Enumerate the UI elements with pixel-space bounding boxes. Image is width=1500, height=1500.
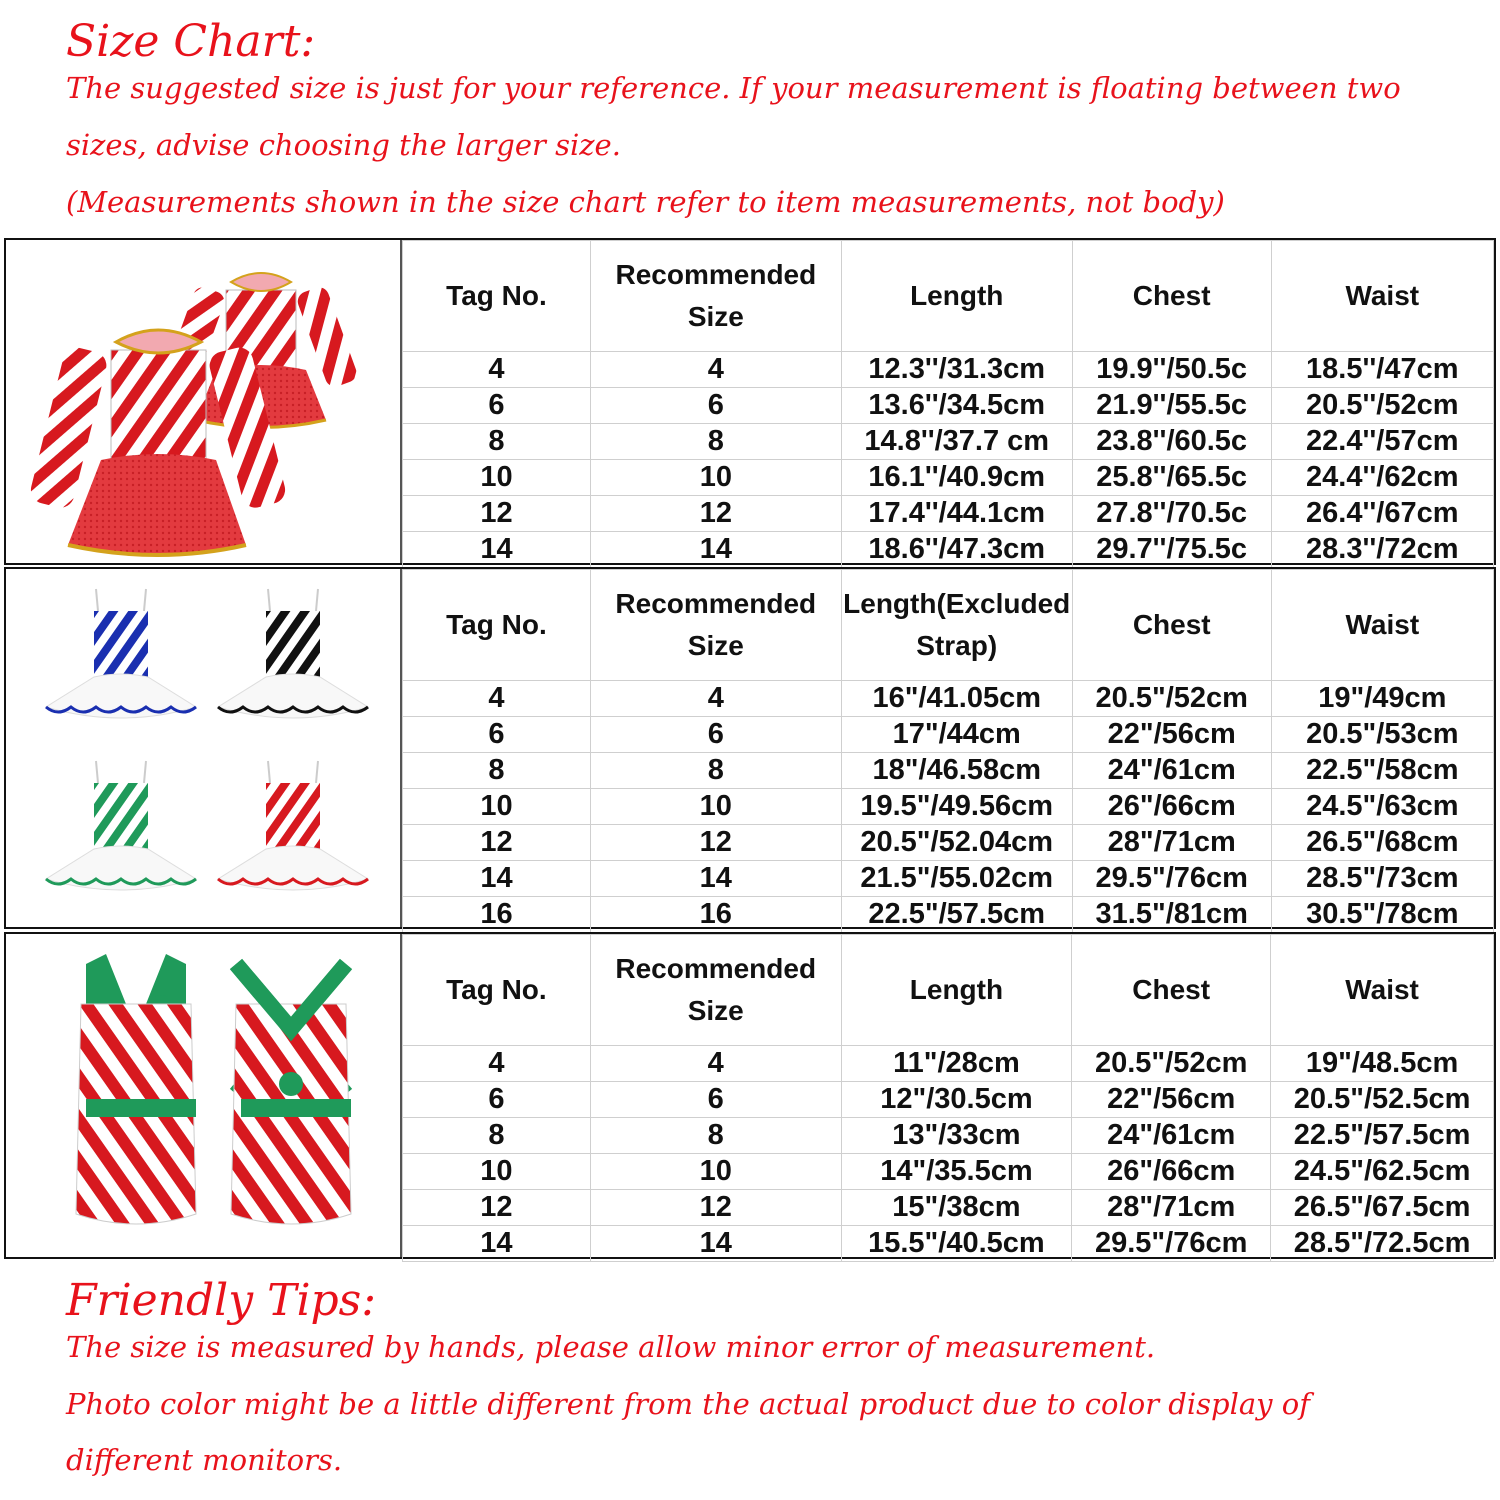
table-cell: 22"/56cm: [1072, 1082, 1271, 1118]
table-cell: 26.4''/67cm: [1271, 496, 1493, 532]
table-row: [403, 717, 1494, 753]
table-cell: 26"/66cm: [1072, 1154, 1271, 1190]
table-cell: 4: [403, 681, 591, 717]
table-cell: 18.6''/47.3cm: [841, 532, 1072, 568]
table-cell: 28"/71cm: [1072, 825, 1271, 861]
table-cell: 12: [403, 496, 591, 532]
table-cell: 8: [590, 424, 841, 460]
table-cell: 28.3''/72cm: [1271, 532, 1493, 568]
table-cell: 31.5"/81cm: [1072, 897, 1271, 933]
table-cell: 23.8''/60.5c: [1072, 424, 1271, 460]
table-row: [403, 532, 1494, 568]
table-cell: 13"/33cm: [841, 1118, 1072, 1154]
size-table-section-1: [4, 238, 1496, 565]
table-row: [403, 352, 1494, 388]
column-header: Chest: [1072, 570, 1271, 681]
product-photo-long-sleeve-tutu: [6, 240, 402, 563]
table-cell: 26.5"/68cm: [1271, 825, 1493, 861]
table-cell: 14.8''/37.7 cm: [841, 424, 1072, 460]
table-row: [403, 1154, 1494, 1190]
table-cell: 4: [403, 1046, 591, 1082]
table-cell: 8: [590, 1118, 841, 1154]
column-header: Length: [841, 935, 1072, 1046]
table-cell: 20.5"/52cm: [1072, 681, 1271, 717]
size-table-3: [402, 934, 1494, 1262]
table-cell: 4: [590, 1046, 841, 1082]
column-header: Waist: [1271, 570, 1493, 681]
table-cell: 8: [590, 753, 841, 789]
size-table-2: [402, 569, 1494, 933]
table-row: [403, 897, 1494, 933]
tip-line-2: Photo color might be a little different from the actual product due to color display of: [66, 1387, 1310, 1421]
column-header: Waist: [1271, 935, 1494, 1046]
column-header: Recommended Size: [590, 241, 841, 352]
table-cell: 12: [403, 1190, 591, 1226]
table-row: [403, 1046, 1494, 1082]
column-header: Tag No.: [403, 570, 591, 681]
table-cell: 6: [590, 1082, 841, 1118]
table-cell: 19"/48.5cm: [1271, 1046, 1494, 1082]
table-cell: 13.6''/34.5cm: [841, 388, 1072, 424]
table-row: [403, 1226, 1494, 1262]
table-cell: 16: [590, 897, 841, 933]
table-row: [403, 460, 1494, 496]
table-cell: 10: [403, 460, 591, 496]
table-row: [403, 496, 1494, 532]
table-row: [403, 681, 1494, 717]
table-cell: 26"/66cm: [1072, 789, 1271, 825]
friendly-tips-title: Friendly Tips:: [66, 1275, 377, 1326]
tip-line-1: The size is measured by hands, please allow minor error of measurement.: [66, 1330, 1156, 1364]
table-cell: 18.5''/47cm: [1271, 352, 1493, 388]
table-cell: 28.5"/72.5cm: [1271, 1226, 1494, 1262]
table-cell: 24"/61cm: [1072, 1118, 1271, 1154]
table-cell: 11"/28cm: [841, 1046, 1072, 1082]
table-cell: 20.5"/52.5cm: [1271, 1082, 1494, 1118]
column-header: Waist: [1271, 241, 1493, 352]
table-cell: 12"/30.5cm: [841, 1082, 1072, 1118]
table-cell: 12: [590, 1190, 841, 1226]
table-row: [403, 789, 1494, 825]
column-header: Tag No.: [403, 241, 591, 352]
table-cell: 4: [590, 352, 841, 388]
table-cell: 24.5"/62.5cm: [1271, 1154, 1494, 1190]
table-row: [403, 1118, 1494, 1154]
table-cell: 6: [403, 388, 591, 424]
tip-line-3: different monitors.: [66, 1443, 343, 1477]
column-header: Recommended Size: [590, 935, 841, 1046]
table-cell: 17.4''/44.1cm: [841, 496, 1072, 532]
size-note-line-1: The suggested size is just for your reference. If your measurement is floating between two: [66, 71, 1401, 105]
table-cell: 17"/44cm: [841, 717, 1072, 753]
table-cell: 12: [403, 825, 591, 861]
table-cell: 8: [403, 424, 591, 460]
table-cell: 26.5"/67.5cm: [1271, 1190, 1494, 1226]
table-cell: 12: [590, 496, 841, 532]
table-cell: 14"/35.5cm: [841, 1154, 1072, 1190]
table-cell: 8: [403, 753, 591, 789]
table-cell: 25.8''/65.5c: [1072, 460, 1271, 496]
table-cell: 15.5"/40.5cm: [841, 1226, 1072, 1262]
table-cell: 10: [403, 1154, 591, 1190]
table-cell: 4: [590, 681, 841, 717]
table-cell: 4: [403, 352, 591, 388]
table-cell: 16"/41.05cm: [841, 681, 1072, 717]
table-cell: 16: [403, 897, 591, 933]
size-chart-title: Size Chart:: [66, 16, 316, 67]
table-cell: 22.4''/57cm: [1271, 424, 1493, 460]
table-cell: 10: [590, 1154, 841, 1190]
table-cell: 6: [590, 717, 841, 753]
table-cell: 22"/56cm: [1072, 717, 1271, 753]
table-cell: 19.5"/49.56cm: [841, 789, 1072, 825]
table-cell: 22.5"/57.5cm: [1271, 1118, 1494, 1154]
table-cell: 27.8''/70.5c: [1072, 496, 1271, 532]
size-note-line-3: (Measurements shown in the size chart refer to item measurements, not body): [66, 185, 1225, 219]
table-cell: 21.9''/55.5c: [1072, 388, 1271, 424]
table-cell: 24"/61cm: [1072, 753, 1271, 789]
table-cell: 29.5"/76cm: [1072, 861, 1271, 897]
table-cell: 16.1''/40.9cm: [841, 460, 1072, 496]
table-cell: 29.7''/75.5c: [1072, 532, 1271, 568]
table-cell: 14: [403, 861, 591, 897]
column-header: Chest: [1072, 935, 1271, 1046]
table-cell: 14: [590, 861, 841, 897]
size-table-1: [402, 240, 1494, 568]
table-cell: 22.5"/58cm: [1271, 753, 1493, 789]
table-cell: 19.9''/50.5c: [1072, 352, 1271, 388]
table-cell: 15"/38cm: [841, 1190, 1072, 1226]
column-header: Length(Excluded Strap): [841, 570, 1072, 681]
table-cell: 6: [403, 717, 591, 753]
product-photo-camisole-tutu-four-colors: [6, 569, 402, 927]
table-cell: 10: [590, 789, 841, 825]
table-cell: 18"/46.58cm: [841, 753, 1072, 789]
table-cell: 6: [590, 388, 841, 424]
table-cell: 30.5"/78cm: [1271, 897, 1493, 933]
size-table-section-2: [4, 567, 1496, 929]
table-row: [403, 753, 1494, 789]
column-header: Recommended Size: [590, 570, 841, 681]
table-cell: 20.5"/53cm: [1271, 717, 1493, 753]
table-cell: 20.5"/52.04cm: [841, 825, 1072, 861]
table-row: [403, 424, 1494, 460]
table-cell: 28"/71cm: [1072, 1190, 1271, 1226]
column-header: Length: [841, 241, 1072, 352]
table-cell: 12: [590, 825, 841, 861]
table-cell: 14: [590, 1226, 841, 1262]
table-row: [403, 1082, 1494, 1118]
table-cell: 22.5"/57.5cm: [841, 897, 1072, 933]
table-cell: 24.5"/63cm: [1271, 789, 1493, 825]
table-cell: 12.3''/31.3cm: [841, 352, 1072, 388]
table-cell: 10: [403, 789, 591, 825]
table-cell: 24.4''/62cm: [1271, 460, 1493, 496]
table-row: [403, 1190, 1494, 1226]
table-cell: 14: [590, 532, 841, 568]
table-cell: 6: [403, 1082, 591, 1118]
table-cell: 14: [403, 1226, 591, 1262]
table-row: [403, 388, 1494, 424]
table-row: [403, 825, 1494, 861]
table-cell: 29.5"/76cm: [1072, 1226, 1271, 1262]
table-cell: 21.5"/55.02cm: [841, 861, 1072, 897]
column-header: Tag No.: [403, 935, 591, 1046]
size-table-section-3: [4, 932, 1496, 1259]
table-cell: 14: [403, 532, 591, 568]
table-cell: 10: [590, 460, 841, 496]
table-cell: 20.5''/52cm: [1271, 388, 1493, 424]
table-row: [403, 861, 1494, 897]
table-cell: 8: [403, 1118, 591, 1154]
size-note-line-2: sizes, advise choosing the larger size.: [66, 128, 621, 162]
product-photo-striped-leotard: [6, 934, 402, 1257]
table-cell: 28.5"/73cm: [1271, 861, 1493, 897]
table-cell: 20.5"/52cm: [1072, 1046, 1271, 1082]
column-header: Chest: [1072, 241, 1271, 352]
table-cell: 19"/49cm: [1271, 681, 1493, 717]
